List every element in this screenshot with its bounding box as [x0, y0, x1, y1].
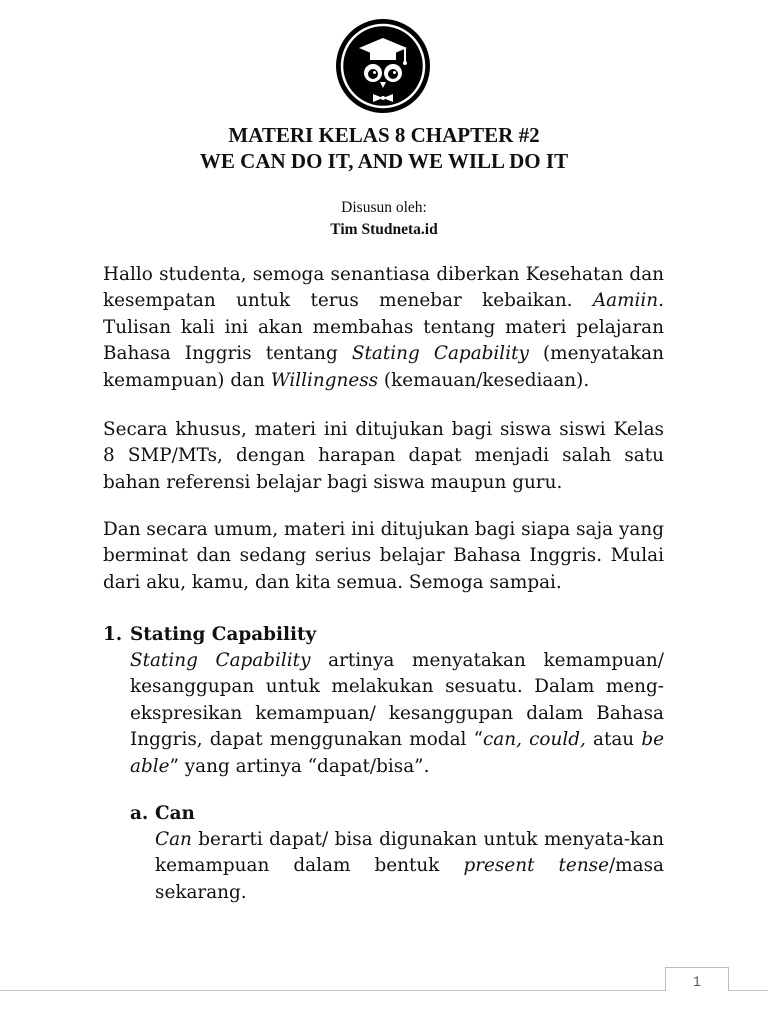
intro-text: (kemauan/kesediaan).: [378, 369, 590, 391]
intro-aamiin: Aamiin.: [592, 290, 664, 312]
intro-text: Hallo studenta, semoga senantiasa diberkan Kesehatan dan kesempatan untuk terus menebar kebaikan.: [103, 264, 664, 312]
document-title-line-1: MATERI KELAS 8 CHAPTER #2: [228, 123, 540, 147]
document-title-line-2: WE CAN DO IT, AND WE WILL DO IT: [199, 149, 569, 173]
intro-paragraph-1: [103, 262, 664, 394]
subsection-title: Can: [155, 803, 195, 824]
section-modals: can, could,: [482, 729, 586, 751]
subsection-tense: present tense: [463, 855, 609, 877]
intro-term-willingness: Willingness: [270, 369, 379, 391]
section-1-body: [130, 648, 664, 780]
section-text: artinya menyatakan kemampuan/ kesanggupan untuk melakukan sesuatu. Dalam meng-ekspresikan kemampuan/ kesanggupan dalam Bahasa Inggris, dapat menggunakan modal “: [130, 650, 664, 751]
subsection-text: berarti dapat/ bisa digunakan untuk menyata-kan kemampuan dalam bentuk: [155, 829, 664, 877]
subsection-a-body: [155, 827, 664, 906]
section-text: ” yang artinya “dapat/bisa”.: [169, 755, 430, 777]
author-name: Tim Studneta.id: [330, 221, 438, 238]
owl-graduation-cap-logo: [333, 18, 433, 114]
intro-term-stating-capability: Stating Capability: [351, 343, 529, 365]
subsection-letter: a.: [130, 803, 149, 824]
subsection-a-heading: [130, 801, 195, 827]
section-be-able: be able: [130, 729, 664, 777]
intro-paragraph-3: Dan secara umum, materi ini ditujukan bagi siapa saja yang berminat dan sedang serius belajar Bahasa Inggris. Mulai dari aku, kamu, dan kita semua. Semoga sampai.: [103, 519, 664, 593]
intro-text: Tulisan kali ini akan membahas tentang materi pelajaran Bahasa Inggris tentang: [103, 316, 664, 365]
intro-paragraph-2: Secara khusus, materi ini ditujukan bagi siswa siswi Kelas 8 SMP/MTs, dengan harapan dapat menjadi salah satu bahan referensi belajar bagi siswa maupun guru.: [103, 419, 664, 493]
byline-label: Disusun oleh:: [341, 199, 427, 216]
subsection-text: /masa sekarang.: [155, 855, 664, 903]
section-number: 1.: [103, 624, 123, 645]
footer-divider: [0, 990, 768, 991]
section-text: atau: [585, 729, 642, 751]
section-title: Stating Capability: [130, 624, 317, 645]
subsection-term: Can: [155, 829, 192, 850]
intro-text: (menyatakan kemampuan) dan: [103, 343, 664, 391]
page-number: 1: [665, 967, 729, 991]
section-term: Stating Capability: [130, 650, 311, 671]
section-1-heading: [103, 622, 316, 648]
